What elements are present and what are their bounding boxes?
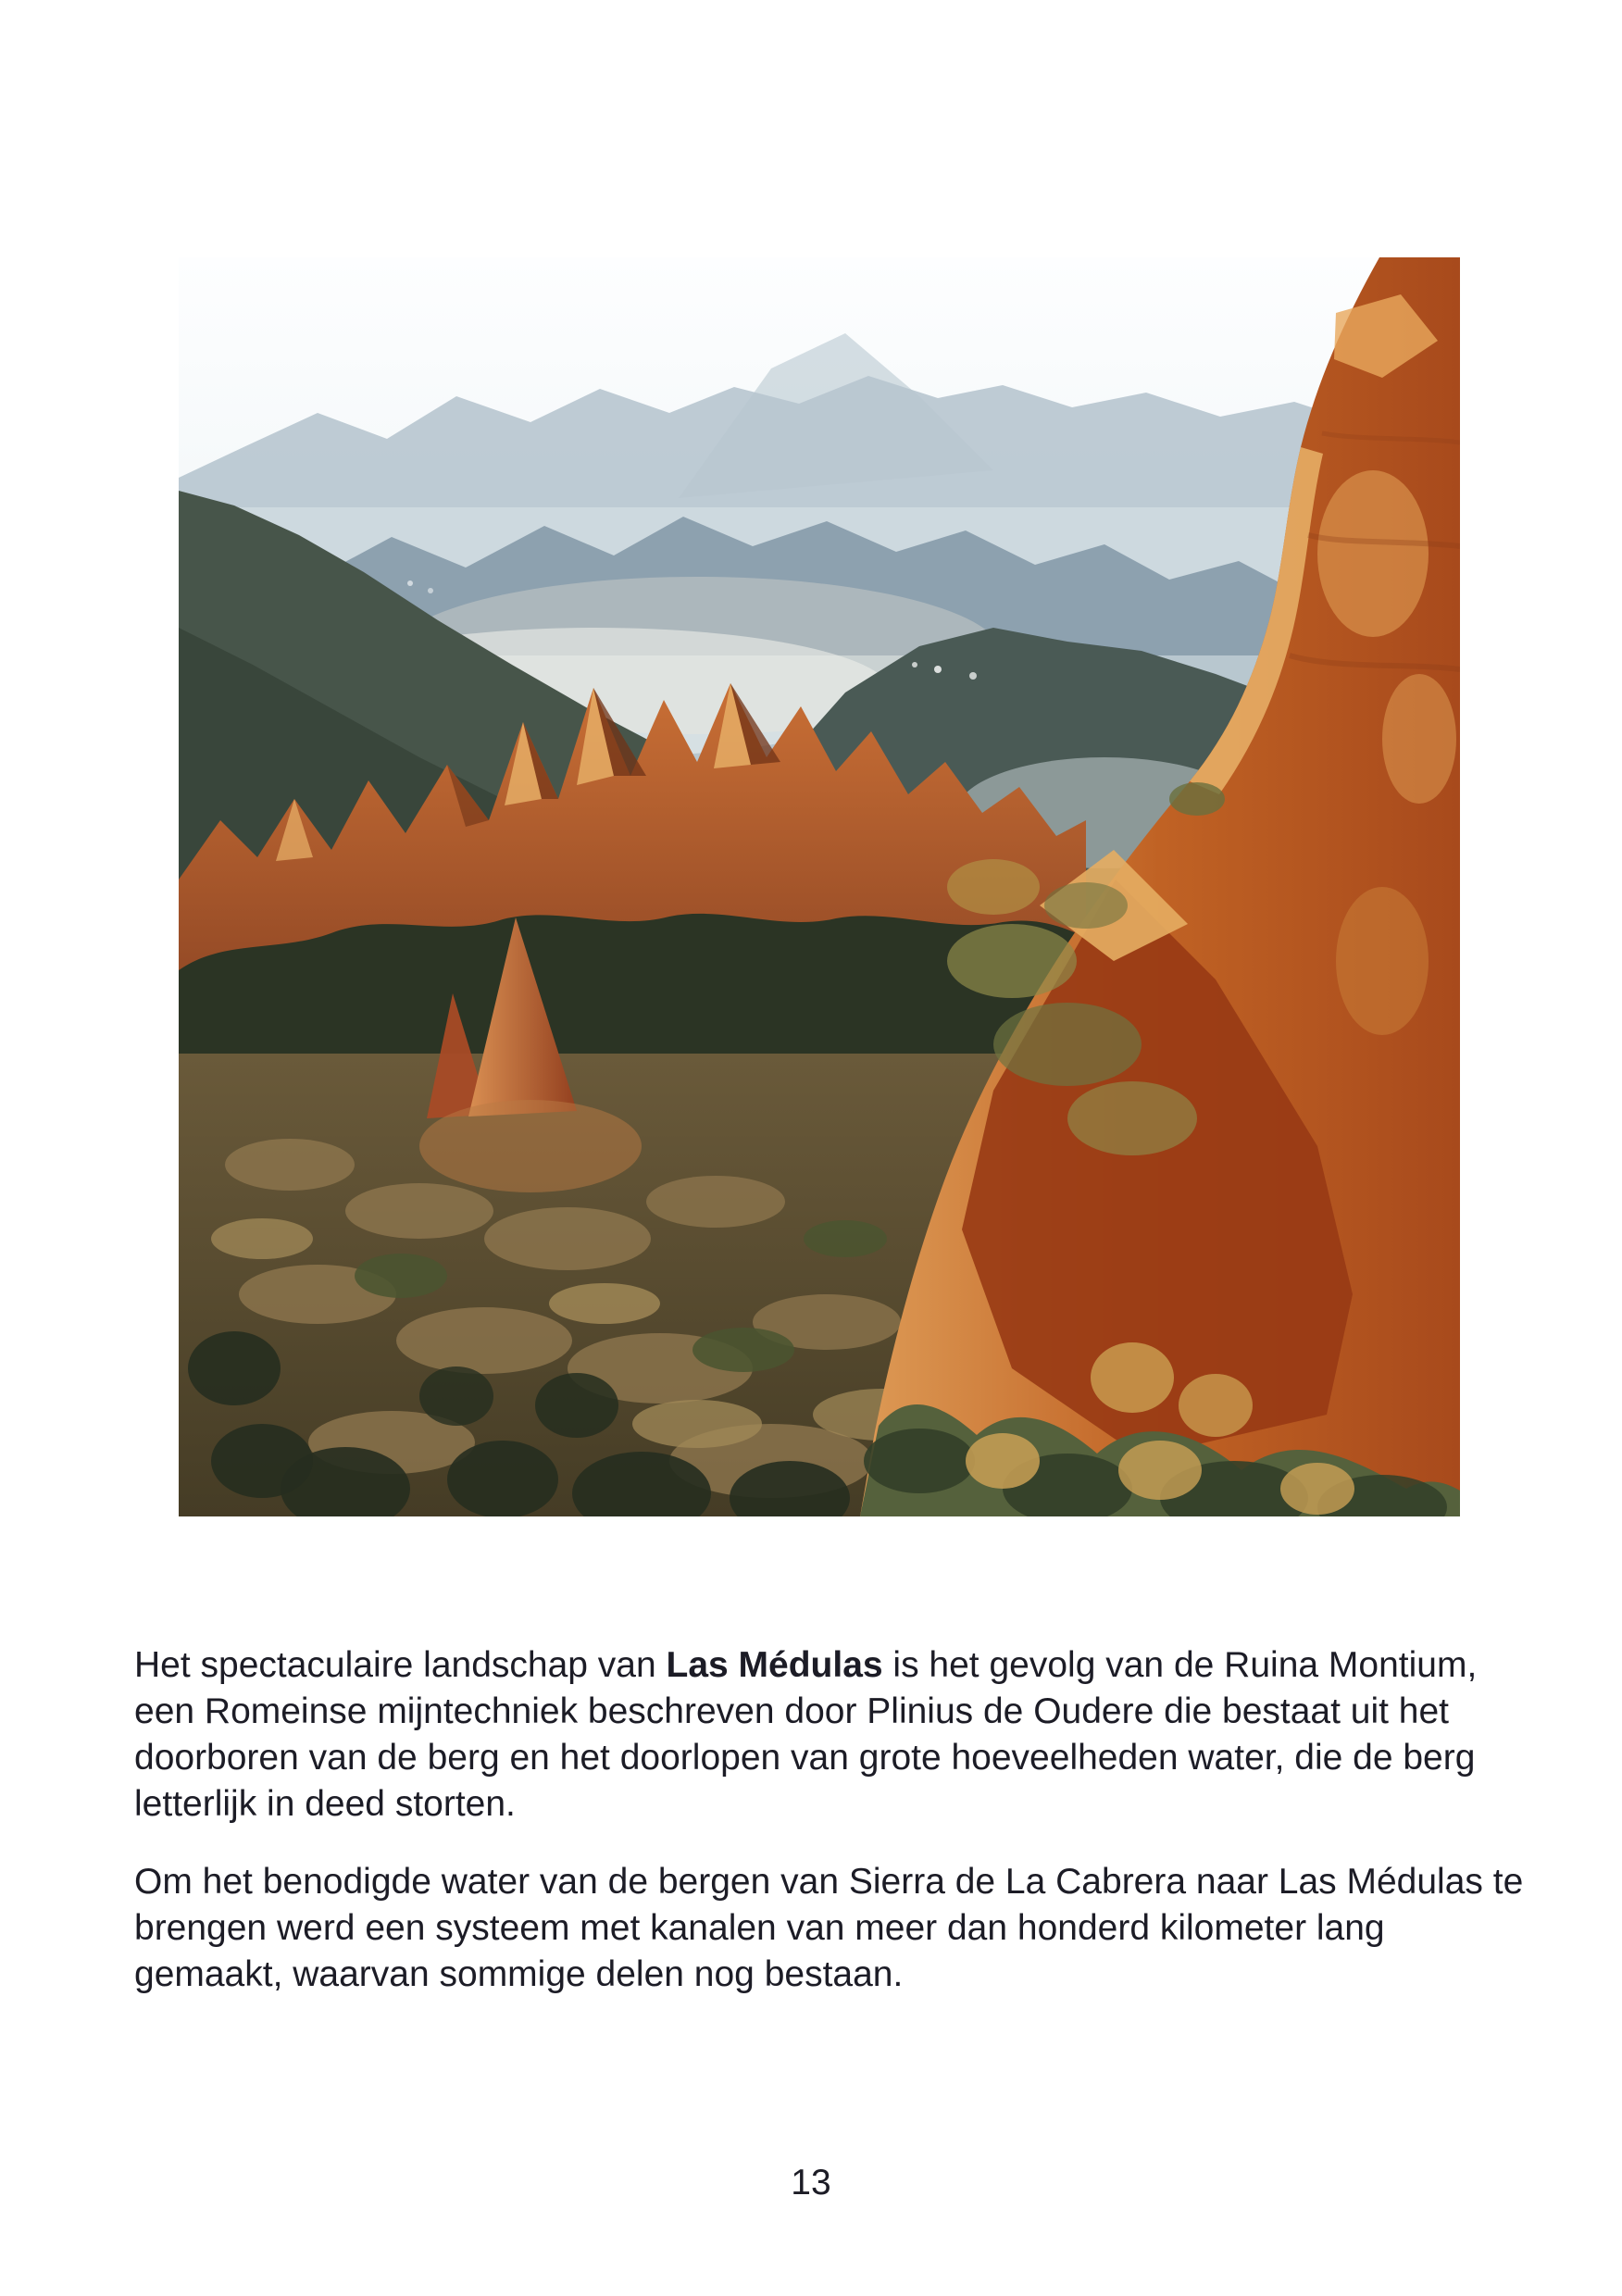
page-number: 13	[791, 2163, 831, 2202]
text-run: is het gevolg van de Ruina Montium, een Romeinse mijntechniek beschreven door Plinius de Oudere die bestaat uit het doorboren van de berg en het doorlopen van grote hoeveelheden water, die de berg letterlijk in deed storten.	[134, 1645, 1478, 1824]
text-run: Om het benodigde water van de bergen van Sierra de La Cabrera naar Las Médulas te brengen werd een systeem met kanalen van meer dan honderd kilometer lang gemaakt, waarvan sommige delen nog bestaan.	[134, 1862, 1524, 1994]
text-run: Het spectaculaire landschap van	[134, 1645, 667, 1685]
text-run: Las Médulas	[666, 1645, 883, 1685]
las-medulas-scene	[179, 257, 1460, 1516]
landscape-photo	[179, 257, 1460, 1516]
paragraph-ruina-montium	[134, 1642, 1578, 1828]
body-text	[134, 1642, 1578, 2029]
paragraph-kanalen	[134, 1859, 1578, 1998]
